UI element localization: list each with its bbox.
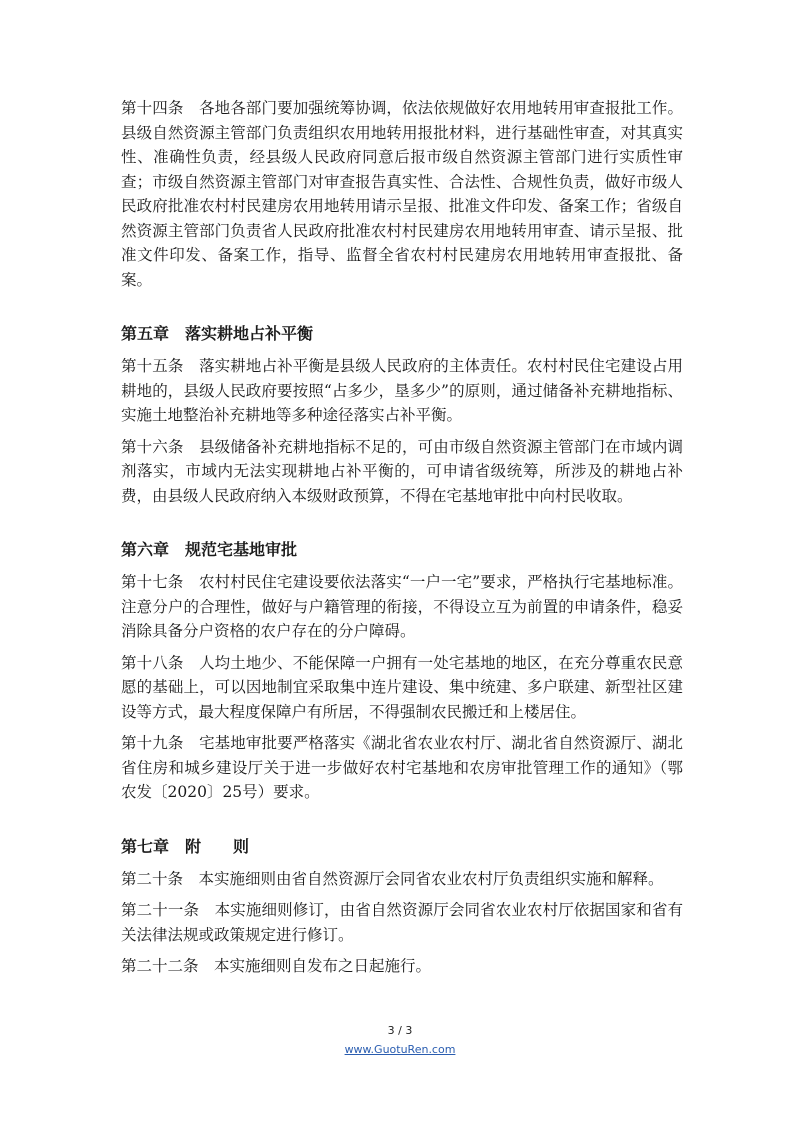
article-14: 第十四条 各地各部门要加强统筹协调，依法依规做好农用地转用审查报批工作。县级自然资源主管部门负责组织农用地转用报批材料，进行基础性审查，对其真实性、准确性负责，经县级人民政府同意后报市级自然资源主管部门进行实质性审查；市级自然资源主管部门对审查报告真实性、合法性、合规性负责，做好市级人民政府批准农村村民建房农用地转用请示呈报、批准文件印发、备案工作；省级自然资源主管部门负责省人民政府批准农村村民建房农用地转用审查、请示呈报、批准文件印发、备案工作，指导、监督全省农村村民建房农用地转用审查报批、备案。 xyxy=(121,99,683,289)
article-19: 第十九条 宅基地审批要严格落实《湖北省农业农村厅、湖北省自然资源厅、湖北省住房和城乡建设厅关于进一步做好农村宅基地和农房审批管理工作的通知》（鄂农发〔2020〕25号）要求。 xyxy=(121,734,683,801)
article-15: 第十五条 落实耕地占补平衡是县级人民政府的主体责任。农村村民住宅建设占用耕地的，县级人民政府要按照“占多少，垦多少”的原则，通过储备补充耕地指标、实施土地整治补充耕地等多种途径落实占补平衡。 xyxy=(121,357,683,424)
page-footer xyxy=(0,1024,800,1057)
document-body xyxy=(121,96,683,986)
article-17: 第十七条 农村村民住宅建设要依法落实“一户一宅”要求，严格执行宅基地标准。注意分户的合理性，做好与户籍管理的衔接，不得设立互为前置的申请条件，稳妥消除具备分户资格的农户存在的分户障碍。 xyxy=(121,573,683,640)
article-22: 第二十二条 本实施细则自发布之日起施行。 xyxy=(121,957,432,975)
article-16: 第十六条 县级储备补充耕地指标不足的，可由市级自然资源主管部门在市域内调剂落实，市域内无法实现耕地占补平衡的，可申请省级统筹，所涉及的耕地占补费，由县级人民政府纳入本级财政预算，不得在宅基地审批中向村民收取。 xyxy=(121,437,683,505)
chapter-6-title: 第六章 规范宅基地审批 xyxy=(121,540,298,559)
chapter-5-title: 第五章 落实耕地占补平衡 xyxy=(121,324,314,343)
page-number: 3 / 3 xyxy=(387,1024,413,1037)
article-21: 第二十一条 本实施细则修订，由省自然资源厅会同省农业农村厅依据国家和省有关法律法规或政策规定进行修订。 xyxy=(121,901,683,944)
article-20: 第二十条 本实施细则由省自然资源厅会同省农业农村厅负责组织实施和解释。 xyxy=(121,869,664,888)
site-link[interactable]: www.GuotuRen.com xyxy=(344,1043,456,1056)
chapter-7-title: 第七章 附 则 xyxy=(121,836,250,856)
article-18: 第十八条 人均土地少、不能保障一户拥有一处宅基地的地区，在充分尊重农民意愿的基础上，可以因地制宜采取集中连片建设、集中统建、多户联建、新型社区建设等方式，最大程度保障户有所居，不得强制农民搬迁和上楼居住。 xyxy=(121,653,683,721)
